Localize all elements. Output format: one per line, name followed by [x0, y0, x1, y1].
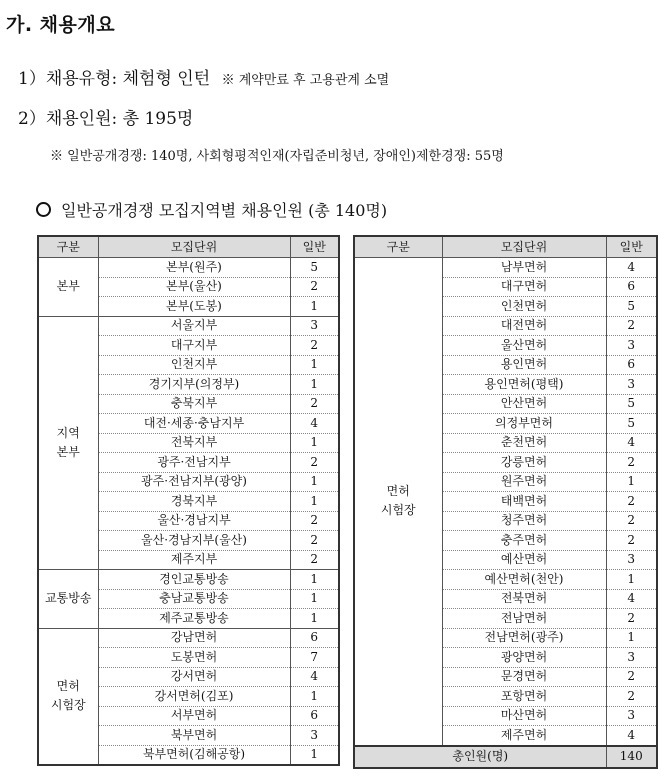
- count-cell: 2: [290, 394, 339, 414]
- headcount: [18, 104, 193, 129]
- count-cell: 4: [606, 589, 657, 609]
- count-cell: 6: [290, 628, 339, 648]
- count-cell: 6: [606, 355, 657, 375]
- table-row: [354, 258, 657, 278]
- count-cell: 1: [290, 375, 339, 395]
- table-row: [38, 570, 339, 590]
- count-cell: 1: [290, 492, 339, 512]
- total-value: 140: [606, 746, 657, 768]
- count-cell: 4: [606, 258, 657, 278]
- count-cell: 2: [290, 336, 339, 356]
- unit-cell: 경인교통방송: [98, 570, 290, 590]
- count-cell: 2: [290, 453, 339, 473]
- count-cell: 1: [290, 297, 339, 317]
- total-label: 총인원(명): [354, 746, 606, 768]
- right-recruitment-table: [353, 235, 658, 769]
- count-cell: 6: [606, 277, 657, 297]
- header-category: 구분: [354, 236, 442, 258]
- unit-cell: 울산면허: [442, 336, 606, 356]
- count-cell: 2: [290, 550, 339, 570]
- unit-cell: 안산면허: [442, 394, 606, 414]
- unit-cell: 경북지부: [98, 492, 290, 512]
- count-cell: 1: [290, 589, 339, 609]
- group-label: 본부: [38, 258, 98, 317]
- count-cell: 4: [606, 433, 657, 453]
- group-label: 교통방송: [38, 570, 98, 629]
- unit-cell: 원주면허: [442, 472, 606, 492]
- count-cell: 1: [290, 570, 339, 590]
- count-cell: 3: [606, 648, 657, 668]
- unit-cell: 강남면허: [98, 628, 290, 648]
- count-cell: 2: [606, 453, 657, 473]
- unit-cell: 전북면허: [442, 589, 606, 609]
- unit-cell: 전남면허(광주): [442, 628, 606, 648]
- count-cell: 2: [290, 531, 339, 551]
- unit-cell: 경기지부(의정부): [98, 375, 290, 395]
- table-row: [38, 316, 339, 336]
- unit-cell: 제주지부: [98, 550, 290, 570]
- unit-cell: 북부면허(김해공항): [98, 745, 290, 765]
- employment-type: [18, 64, 389, 89]
- count-cell: 2: [606, 316, 657, 336]
- unit-cell: 문경면허: [442, 667, 606, 687]
- header-general: 일반: [606, 236, 657, 258]
- count-cell: 2: [606, 667, 657, 687]
- header-unit: 모집단위: [98, 236, 290, 258]
- unit-cell: 본부(원주): [98, 258, 290, 278]
- section-title-text: 일반공개경쟁 모집지역별 채용인원 (총 140명): [61, 201, 388, 220]
- count-cell: 5: [290, 258, 339, 278]
- page-heading: 가. 채용개요: [6, 14, 116, 36]
- table-row: [38, 258, 339, 278]
- count-cell: 2: [606, 687, 657, 707]
- unit-cell: 대구면허: [442, 277, 606, 297]
- count-cell: 5: [606, 297, 657, 317]
- unit-cell: 울산·경남지부: [98, 511, 290, 531]
- unit-cell: 강릉면허: [442, 453, 606, 473]
- unit-cell: 충남교통방송: [98, 589, 290, 609]
- count-cell: 2: [606, 531, 657, 551]
- headcount-note: ※ 일반공개경쟁: 140명, 사회형평적인재(자립준비청년, 장애인)제한경쟁: 55명: [50, 149, 504, 164]
- unit-cell: 울산·경남지부(울산): [98, 531, 290, 551]
- unit-cell: 용인면허(평택): [442, 375, 606, 395]
- unit-cell: 광양면허: [442, 648, 606, 668]
- unit-cell: 충주면허: [442, 531, 606, 551]
- unit-cell: 제주면허: [442, 726, 606, 746]
- count-cell: 2: [290, 277, 339, 297]
- count-cell: 5: [606, 414, 657, 434]
- count-cell: 1: [290, 687, 339, 707]
- unit-cell: 마산면허: [442, 706, 606, 726]
- unit-cell: 본부(도봉): [98, 297, 290, 317]
- unit-cell: 용인면허: [442, 355, 606, 375]
- group-label: 면허 시험장: [38, 628, 98, 765]
- count-cell: 3: [606, 550, 657, 570]
- unit-cell: 예산면허: [442, 550, 606, 570]
- employment-type-text: 1）채용유형: 체험형 인턴: [18, 69, 211, 89]
- unit-cell: 대전면허: [442, 316, 606, 336]
- count-cell: 2: [606, 492, 657, 512]
- count-cell: 2: [606, 609, 657, 629]
- group-label: 지역 본부: [38, 316, 98, 570]
- count-cell: 4: [606, 726, 657, 746]
- count-cell: 1: [290, 472, 339, 492]
- count-cell: 3: [606, 706, 657, 726]
- unit-cell: 춘천면허: [442, 433, 606, 453]
- unit-cell: 본부(울산): [98, 277, 290, 297]
- count-cell: 1: [606, 472, 657, 492]
- employment-type-note: ※ 계약만료 후 고용관계 소멸: [221, 73, 390, 88]
- unit-cell: 태백면허: [442, 492, 606, 512]
- unit-cell: 강서면허(김포): [98, 687, 290, 707]
- count-cell: 1: [290, 609, 339, 629]
- unit-cell: 전남면허: [442, 609, 606, 629]
- count-cell: 1: [290, 745, 339, 765]
- headcount-text: 2）채용인원: 총 195명: [18, 109, 194, 129]
- unit-cell: 광주·전남지부(광양): [98, 472, 290, 492]
- unit-cell: 도봉면허: [98, 648, 290, 668]
- header-unit: 모집단위: [442, 236, 606, 258]
- count-cell: 1: [290, 433, 339, 453]
- unit-cell: 청주면허: [442, 511, 606, 531]
- count-cell: 7: [290, 648, 339, 668]
- unit-cell: 인천면허: [442, 297, 606, 317]
- unit-cell: 포항면허: [442, 687, 606, 707]
- unit-cell: 충북지부: [98, 394, 290, 414]
- unit-cell: 서울지부: [98, 316, 290, 336]
- left-recruitment-table: [37, 235, 340, 766]
- table-row: [38, 628, 339, 648]
- unit-cell: 대구지부: [98, 336, 290, 356]
- unit-cell: 전북지부: [98, 433, 290, 453]
- unit-cell: 광주·전남지부: [98, 453, 290, 473]
- count-cell: 3: [290, 316, 339, 336]
- count-cell: 1: [290, 355, 339, 375]
- circle-bullet-icon: [36, 202, 51, 217]
- count-cell: 2: [606, 511, 657, 531]
- header-general: 일반: [290, 236, 339, 258]
- unit-cell: 북부면허: [98, 726, 290, 746]
- group-label: 면허 시험장: [354, 258, 442, 746]
- unit-cell: 예산면허(천안): [442, 570, 606, 590]
- unit-cell: 인천지부: [98, 355, 290, 375]
- count-cell: 3: [290, 726, 339, 746]
- count-cell: 1: [606, 570, 657, 590]
- unit-cell: 제주교통방송: [98, 609, 290, 629]
- unit-cell: 남부면허: [442, 258, 606, 278]
- count-cell: 6: [290, 706, 339, 726]
- section-title: [36, 198, 387, 221]
- count-cell: 4: [290, 667, 339, 687]
- count-cell: 2: [290, 511, 339, 531]
- unit-cell: 의정부면허: [442, 414, 606, 434]
- unit-cell: 강서면허: [98, 667, 290, 687]
- header-category: 구분: [38, 236, 98, 258]
- count-cell: 5: [606, 394, 657, 414]
- count-cell: 3: [606, 336, 657, 356]
- count-cell: 4: [290, 414, 339, 434]
- count-cell: 3: [606, 375, 657, 395]
- unit-cell: 서부면허: [98, 706, 290, 726]
- total-row: [354, 746, 657, 768]
- count-cell: 1: [606, 628, 657, 648]
- unit-cell: 대전·세종·충남지부: [98, 414, 290, 434]
